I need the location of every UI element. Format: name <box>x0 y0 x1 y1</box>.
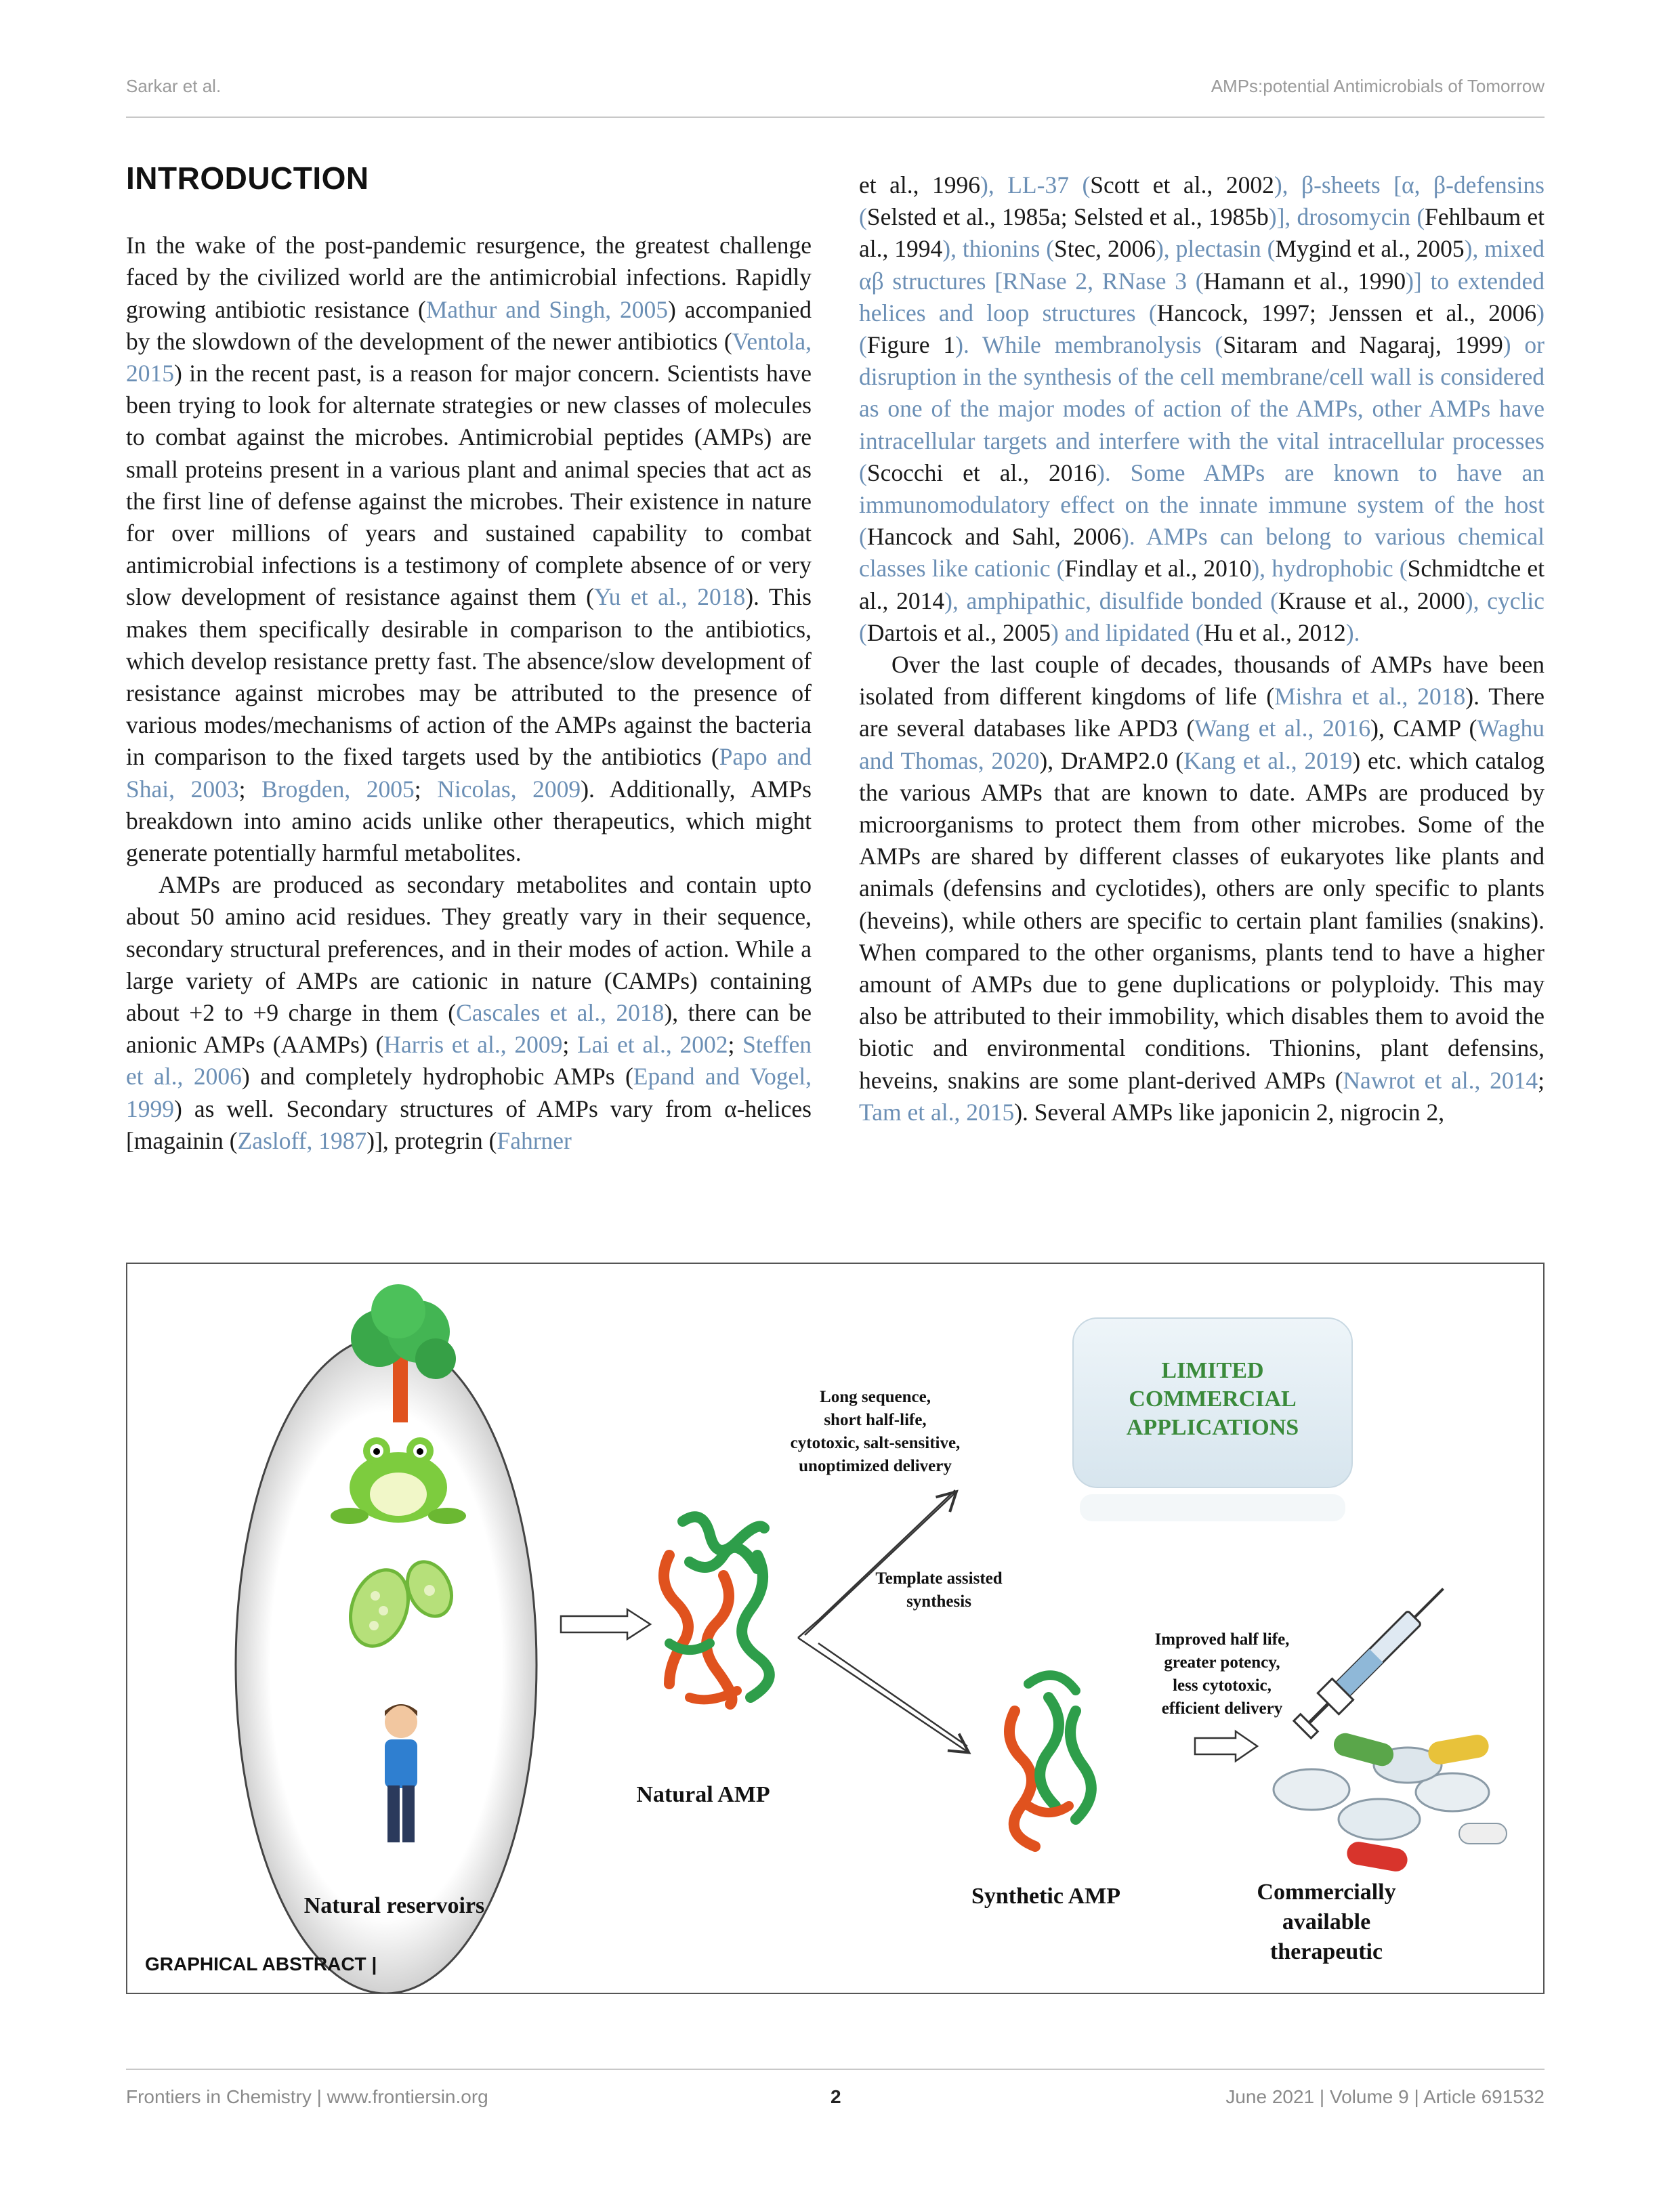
citation-link[interactable]: Nicolas, 2009 <box>437 775 581 803</box>
text-span: Hamann et al., 1990 <box>1203 267 1406 295</box>
text-span: ), there can be anionic AMPs (AAMPs) ( <box>126 999 812 1059</box>
template-synthesis-text <box>875 1569 1002 1611</box>
running-header-authors: Sarkar et al. <box>126 76 222 96</box>
section-title: INTRODUCTION <box>126 161 369 196</box>
citation-link[interactable]: ). While membranolysis ( <box>955 331 1223 359</box>
text-span: Jenssen et al., 2006 <box>1329 299 1537 326</box>
citation-link[interactable]: Harris et al., 2009 <box>383 1031 563 1059</box>
natural-amp-label: Natural AMP <box>636 1782 770 1807</box>
citation-link[interactable]: Mishra et al., 2018 <box>1274 683 1466 711</box>
citation-link[interactable]: Zasloff, 1987 <box>237 1126 367 1154</box>
hollow-arrow-2 <box>1195 1731 1257 1761</box>
limitation-line: Long sequence, <box>820 1388 931 1406</box>
text-span: Fehlbaum et al., 1994 <box>859 203 1545 263</box>
citation-link[interactable]: ). AMPs can belong to various chemical classes like cationic ( <box>859 523 1545 583</box>
improvement-line: Improved half life, <box>1154 1630 1290 1649</box>
footer-issue: June 2021 | Volume 9 | Article 691532 <box>1225 2086 1545 2107</box>
arrow-to-synthetic-outline <box>818 1643 967 1746</box>
text-span: Findlay et al., 2010 <box>1064 555 1252 583</box>
natural-amp-helix-icon <box>664 1517 770 1704</box>
improvement-line: greater potency, <box>1164 1653 1280 1672</box>
text-span: ) as well. Secondary structures of AMPs vary from α-helices [magainin ( <box>126 1095 812 1154</box>
citation-link[interactable]: ), amphipathic, disulfide bonded ( <box>944 587 1278 614</box>
text-span: Hancock and Sahl, 2006 <box>866 523 1121 551</box>
footer-rule <box>126 2069 1545 2070</box>
improvements-text <box>1155 1630 1290 1718</box>
text-span: Selsted et al., 1985b <box>1073 203 1269 231</box>
citation-link[interactable]: Epand and Vogel, 1999 <box>126 1063 812 1122</box>
text-span: ), CAMP ( <box>1370 715 1477 742</box>
citation-link[interactable]: Fahrner <box>497 1126 572 1154</box>
pills-icon <box>1274 1731 1507 1874</box>
text-span: ) and completely hydrophobic AMPs ( <box>241 1063 633 1091</box>
citation-link[interactable]: ) and lipidated ( <box>1050 618 1204 646</box>
citation-link[interactable]: Wang et al., 2016 <box>1194 715 1371 742</box>
text-span: ; <box>1309 299 1330 326</box>
text-span: ; <box>238 775 262 803</box>
left-column <box>126 163 812 1157</box>
footer-journal: Frontiers in Chemistry | www.frontiersin.org <box>126 2086 488 2107</box>
citation-link[interactable]: ), mixed αβ structures [RNase 2, RNase 3 ( <box>859 235 1545 295</box>
limited-line: APPLICATIONS <box>1126 1415 1299 1440</box>
arrow-to-limited-outline <box>798 1490 955 1638</box>
natural-reservoirs-label: Natural reservoirs <box>303 1893 485 1918</box>
paragraph <box>126 230 812 869</box>
text-span: ). This makes them specifically desirable in comparison to the antibiotics, which develop resistance pretty fast. The absence/slow development of resistance against microbes may be attributed to the presence of various modes/mechanisms of action of the AMPs against the bacteria in comparison to the fixed targets used by the antibiotics ( <box>126 583 812 771</box>
limitation-line: cytotoxic, salt-sensitive, <box>790 1434 961 1452</box>
text-span: Figure 1 <box>866 331 956 359</box>
text-span: Krause et al., 2000 <box>1278 587 1465 614</box>
text-span: ). Several AMPs like japonicin 2, nigrocin 2, <box>1014 1098 1445 1126</box>
commercial-line: Commercially <box>1257 1880 1396 1905</box>
paragraph <box>126 869 812 1157</box>
template-line: Template assisted <box>875 1569 1003 1588</box>
arrow-to-limited <box>805 1493 955 1635</box>
graphical-abstract-svg <box>127 1264 1543 1993</box>
citation-link[interactable]: ), cyclic ( <box>859 587 1545 646</box>
hollow-arrow-1 <box>561 1609 650 1639</box>
right-column <box>859 169 1545 1128</box>
citation-link[interactable]: Cascales et al., 2018 <box>456 999 665 1027</box>
graphical-abstract-figure <box>126 1263 1545 1994</box>
text-span: In the wake of the post-pandemic resurgence, the greatest challenge faced by the civilized world are the antimicrobial infections. Rapidly growing antibiotic resistance ( <box>126 232 812 323</box>
limitations-text <box>791 1388 961 1475</box>
citation-link[interactable]: ) ( <box>859 299 1545 359</box>
citation-link[interactable]: ), LL-37 ( <box>980 171 1091 198</box>
synthetic-amp-label: Synthetic AMP <box>971 1884 1121 1909</box>
citation-link[interactable]: Papo and Shai, 2003 <box>126 743 812 803</box>
citation-link[interactable]: Steffen et al., 2006 <box>126 1031 812 1091</box>
template-line: synthesis <box>906 1592 971 1611</box>
citation-link[interactable]: ). <box>1345 618 1360 646</box>
improvement-line: less cytotoxic, <box>1173 1676 1272 1695</box>
citation-link[interactable]: )], drosomycin ( <box>1268 203 1425 231</box>
text-span: Dartois et al., 2005 <box>866 618 1051 646</box>
paragraph <box>859 649 1545 1128</box>
commercial-therapeutic-label <box>1257 1880 1395 1964</box>
text-span: ) accompanied by the slowdown of the development of the newer antibiotics ( <box>126 295 812 355</box>
citation-link[interactable]: ), plectasin ( <box>1155 235 1276 263</box>
citation-link[interactable]: Ventola, 2015 <box>126 327 812 387</box>
citation-link[interactable]: Lai et al., 2002 <box>576 1031 728 1059</box>
limited-line: LIMITED <box>1161 1358 1264 1383</box>
citation-link[interactable]: ). Some AMPs are known to have an immunomodulatory effect on the innate immune system of the host ( <box>859 459 1545 551</box>
text-span: )], protegrin ( <box>366 1126 497 1154</box>
limitation-line: short half-life, <box>824 1411 927 1429</box>
text-span: ). There are several databases like APD3 ( <box>859 683 1545 742</box>
text-span: Schmidtche et al., 2014 <box>859 555 1545 614</box>
citation-link[interactable]: Yu et al., 2018 <box>593 583 746 611</box>
text-span: Hu et al., 2012 <box>1203 618 1346 646</box>
text-span: ; <box>1538 1066 1545 1094</box>
header-rule <box>126 117 1545 118</box>
page-number: 2 <box>831 2086 841 2107</box>
text-span: ; <box>1060 203 1074 231</box>
text-span: Stec, 2006 <box>1054 235 1156 263</box>
text-span: ; <box>562 1031 577 1059</box>
citation-link[interactable]: Nawrot et al., 2014 <box>1343 1066 1538 1094</box>
text-span: ) in the recent past, is a reason for major concern. Scientists have been trying to look for alternate strategies or new classes of molecules to combat against the microbes. Antimicrobial peptides (AMPs) are small proteins present in a various plant and animal species that act as the first line of defense against the microbes. Their existence in nature for over millions of years and sustained capability to combat antimicrobial infections is a testimony of complete absence of or very slow development of resistance against them ( <box>126 360 812 611</box>
citation-link[interactable]: ), hydrophobic ( <box>1251 555 1408 583</box>
citation-link[interactable]: ), β-sheets [α, β-defensins ( <box>859 171 1545 231</box>
running-header-title: AMPs:potential Antimicrobials of Tomorrow <box>1211 76 1545 96</box>
text-span: Scocchi et al., 2016 <box>866 459 1097 486</box>
text-span: AMPs are produced as secondary metabolites and contain upto about 50 amino acid residues. They greatly vary in their sequence, secondary structural preferences, and in their modes of action. While a large variety of AMPs are cationic in nature (CAMPs) containing about +2 to +9 charge in them ( <box>126 871 812 1027</box>
improvement-line: efficient delivery <box>1161 1699 1283 1718</box>
text-span: ; <box>728 1031 743 1059</box>
synthetic-amp-helix-icon <box>1009 1675 1091 1846</box>
citation-link[interactable]: ), thionins ( <box>942 235 1055 263</box>
text-span: ). Additionally, AMPs breakdown into amino acids unlike other therapeutics, which might generate potentially harmful metabolites. <box>126 775 812 867</box>
text-span: Mygind et al., 2005 <box>1275 235 1465 263</box>
arrow-to-synthetic <box>798 1638 967 1752</box>
limited-line: COMMERCIAL <box>1129 1387 1297 1412</box>
text-span: Scott et al., 2002 <box>1090 171 1274 198</box>
text-span: ) etc. which catalog the various AMPs that are known to date. AMPs are produced by microorganisms to protect them from other microbes. Some of the AMPs are shared by different classes of eukaryotes like plants and animals (defensins and cyclotides), others are only specific to plants (heveins), while others are specific to certain plant families (snakins). When compared to the other organisms, plants tend to have a higher amount of AMPs due to gene duplications or polyploidy. This may also be attributed to their immobility, which disables them to avoid the biotic and environmental conditions. Thionins, plant defensins, heveins, snakins are some plant-derived AMPs ( <box>859 746 1545 1094</box>
syringe-icon <box>1292 1578 1454 1740</box>
paragraph <box>859 169 1545 649</box>
text-span: et al., 1996 <box>859 171 981 198</box>
text-span: Hancock, 1997 <box>1156 299 1309 326</box>
citation-link[interactable]: )] to extended helices and loop structures ( <box>859 267 1545 326</box>
citation-link[interactable]: Mathur and Singh, 2005 <box>425 295 669 323</box>
text-span: Selsted et al., 1985a <box>866 203 1061 231</box>
commercial-line: therapeutic <box>1269 1939 1383 1964</box>
text-span: ), DrAMP2.0 ( <box>1039 746 1184 774</box>
citation-link[interactable]: Brogden, 2005 <box>261 775 415 803</box>
limitation-line: unoptimized delivery <box>799 1457 952 1475</box>
text-span: Sitaram and Nagaraj, 1999 <box>1223 331 1503 359</box>
citation-link[interactable]: Waghu and Thomas, 2020 <box>859 715 1545 774</box>
citation-link[interactable]: ) or disruption in the synthesis of the cell membrane/cell wall is considered as one of the major modes of action of the AMPs, other AMPs have intracellular targets and interfere with the vital intracellular processes ( <box>859 331 1545 486</box>
citation-link[interactable]: Kang et al., 2019 <box>1183 746 1353 774</box>
limited-commercial-box <box>1073 1318 1352 1521</box>
text-span: ; <box>414 775 438 803</box>
text-span: Over the last couple of decades, thousands of AMPs have been isolated from different kingdoms of life ( <box>859 651 1545 711</box>
commercial-line: available <box>1282 1909 1371 1934</box>
citation-link[interactable]: Tam et al., 2015 <box>859 1098 1015 1126</box>
figure-label: GRAPHICAL ABSTRACT | <box>145 1953 377 1974</box>
